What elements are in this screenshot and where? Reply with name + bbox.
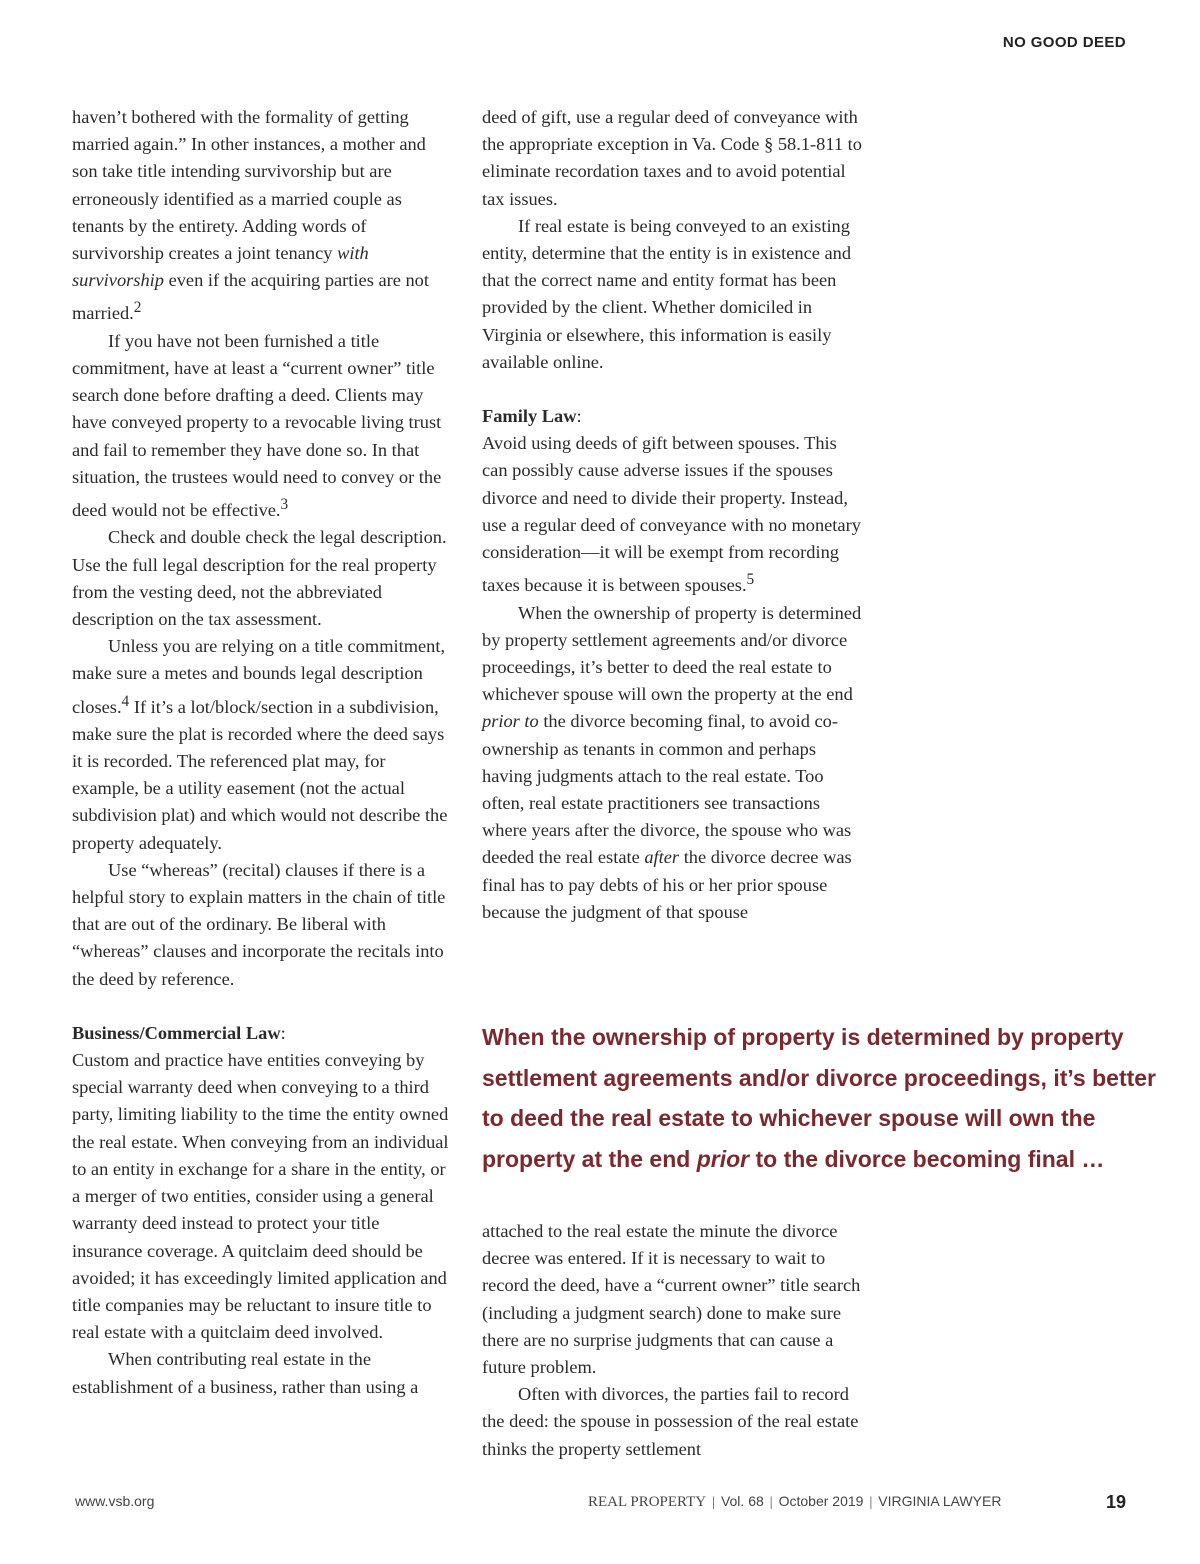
middle-paragraph-2: If real estate is being conveyed to an existing entity, determine that the entity is in existence and that the correct name and entity format has been provided by the client. Whether domiciled in Virginia or elsewhere, this information is easily available online. (482, 215, 852, 372)
pull-quote (482, 1017, 1157, 1179)
left-paragraph-6: Custom and practice have entities conveying by special warranty deed when conveying to a third party, limiting liability to the time the entity owned the real estate. When conveying from an individual to an entity in exchange for a share in the entity, or a merger of two entities, consider using a general warranty deed instead to protect your title insurance coverage. A quitclaim deed should be avoided; it has exceedingly limited application and title companies may be reluctant to insure title to real estate with a quitclaim deed involved. (72, 1050, 449, 1343)
website-link[interactable]: www.vsb.org (75, 1493, 155, 1509)
middle-paragraph-5: attached to the real estate the minute the divorce decree was entered. If it is necessary to wait to record the deed, have a “current owner” title search (including a judgment search) done to make sure there are no surprise judgments that can cause a future problem. (482, 1221, 861, 1378)
pull-quote-line: settlement agreements and/or divorce proceedings, it’s better (482, 1064, 1157, 1091)
left-paragraph-1: haven’t bothered with the formality of getting married again.” In other instances, a mother and son take title intending survivorship but are erroneously identified as a married couple as tenants by the entirety. Adding words of survivorship creates a joint tenancy with survivorship even if the acquiring parties are not married.$^2$ (72, 107, 429, 324)
pull-quote-line: property at the end prior to the divorce becoming final … (482, 1145, 1105, 1172)
subhead-business-law: Business/Commercial Law: (72, 1022, 286, 1043)
left-paragraph-4: Unless you are relying on a title commitment, make sure a metes and bounds legal description closes.$^4$ If it’s a lot/block/section in a subdivision, make sure the plat is recorded where the deed says it is recorded. The referenced plat may, for example, be a utility easement (not the actual subdivision plat) and which would not describe the property adequately. (72, 636, 448, 853)
left-column (72, 104, 452, 1401)
left-paragraph-5: Use “whereas” (recital) clauses if there is a helpful story to explain matters in the chain of title that are out of the ordinary. Be liberal with “whereas” clauses and incorporate the recitals into the deed by reference. (72, 859, 446, 989)
page-footer (0, 1493, 1200, 1523)
footer-credit: REAL PROPERTY | Vol. 68 | October 2019 | VIRGINIA LAWYER (588, 1493, 1002, 1510)
subhead-family-law: Family Law: (482, 406, 582, 427)
middle-paragraph-4: When the ownership of property is determined by property settlement agreements and/or divorce proceedings, it’s better to deed the real estate to whichever spouse will own the property at the end prior to the divorce becoming final, to avoid co-ownership as tenants in common and perhaps having judgments attach to the real estate. Too often, real estate practitioners see transactions where years after the divorce, the spouse who was deeded the real estate after the divorce decree was final has to pay debts of his or her prior spouse because the judgment of that spouse (482, 602, 862, 922)
middle-column-bottom (482, 1218, 862, 1463)
page-number: 19 (1105, 1492, 1126, 1512)
middle-paragraph-1: deed of gift, use a regular deed of conveyance with the appropriate exception in Va. Code § 58.1-811 to eliminate recordation taxes and to avoid potential tax issues. (482, 107, 862, 209)
middle-paragraph-3: Avoid using deeds of gift between spouses. This can possibly cause adverse issues if the spouses divorce and need to divide their property. Instead, use a regular deed of conveyance with no monetary consideration—it will be exempt from recording taxes because it is between spouses.$^5$ (482, 433, 861, 596)
footnote-ref: 4 (121, 692, 130, 710)
middle-paragraph-6: Often with divorces, the parties fail to record the deed: the spouse in possession of the real estate thinks the property settlement (482, 1384, 859, 1459)
left-paragraph-7: When contributing real estate in the establishment of a business, rather than using a (72, 1349, 419, 1397)
footnote-ref: 3 (280, 495, 289, 513)
footnote-ref: 5 (746, 571, 755, 589)
pull-quote-line: to deed the real estate to whichever spouse will own the (482, 1105, 1096, 1131)
footnote-ref: 2 (133, 299, 142, 317)
pull-quote-line: When the ownership of property is determined by property (482, 1024, 1124, 1050)
running-header: NO GOOD DEED (1002, 34, 1126, 51)
left-paragraph-2: If you have not been furnished a title commitment, have at least a “current owner” title search done before drafting a deed. Clients may have conveyed property to a revocable living trust and fail to remember they have done so. In that situation, the trustees would need to convey or the deed would not be effective.$^3$ (72, 330, 442, 521)
left-paragraph-3: Check and double check the legal description. Use the full legal description for the real property from the vesting deed, not the abbreviated description on the tax assessment. (72, 527, 447, 629)
middle-column-top (482, 104, 862, 926)
